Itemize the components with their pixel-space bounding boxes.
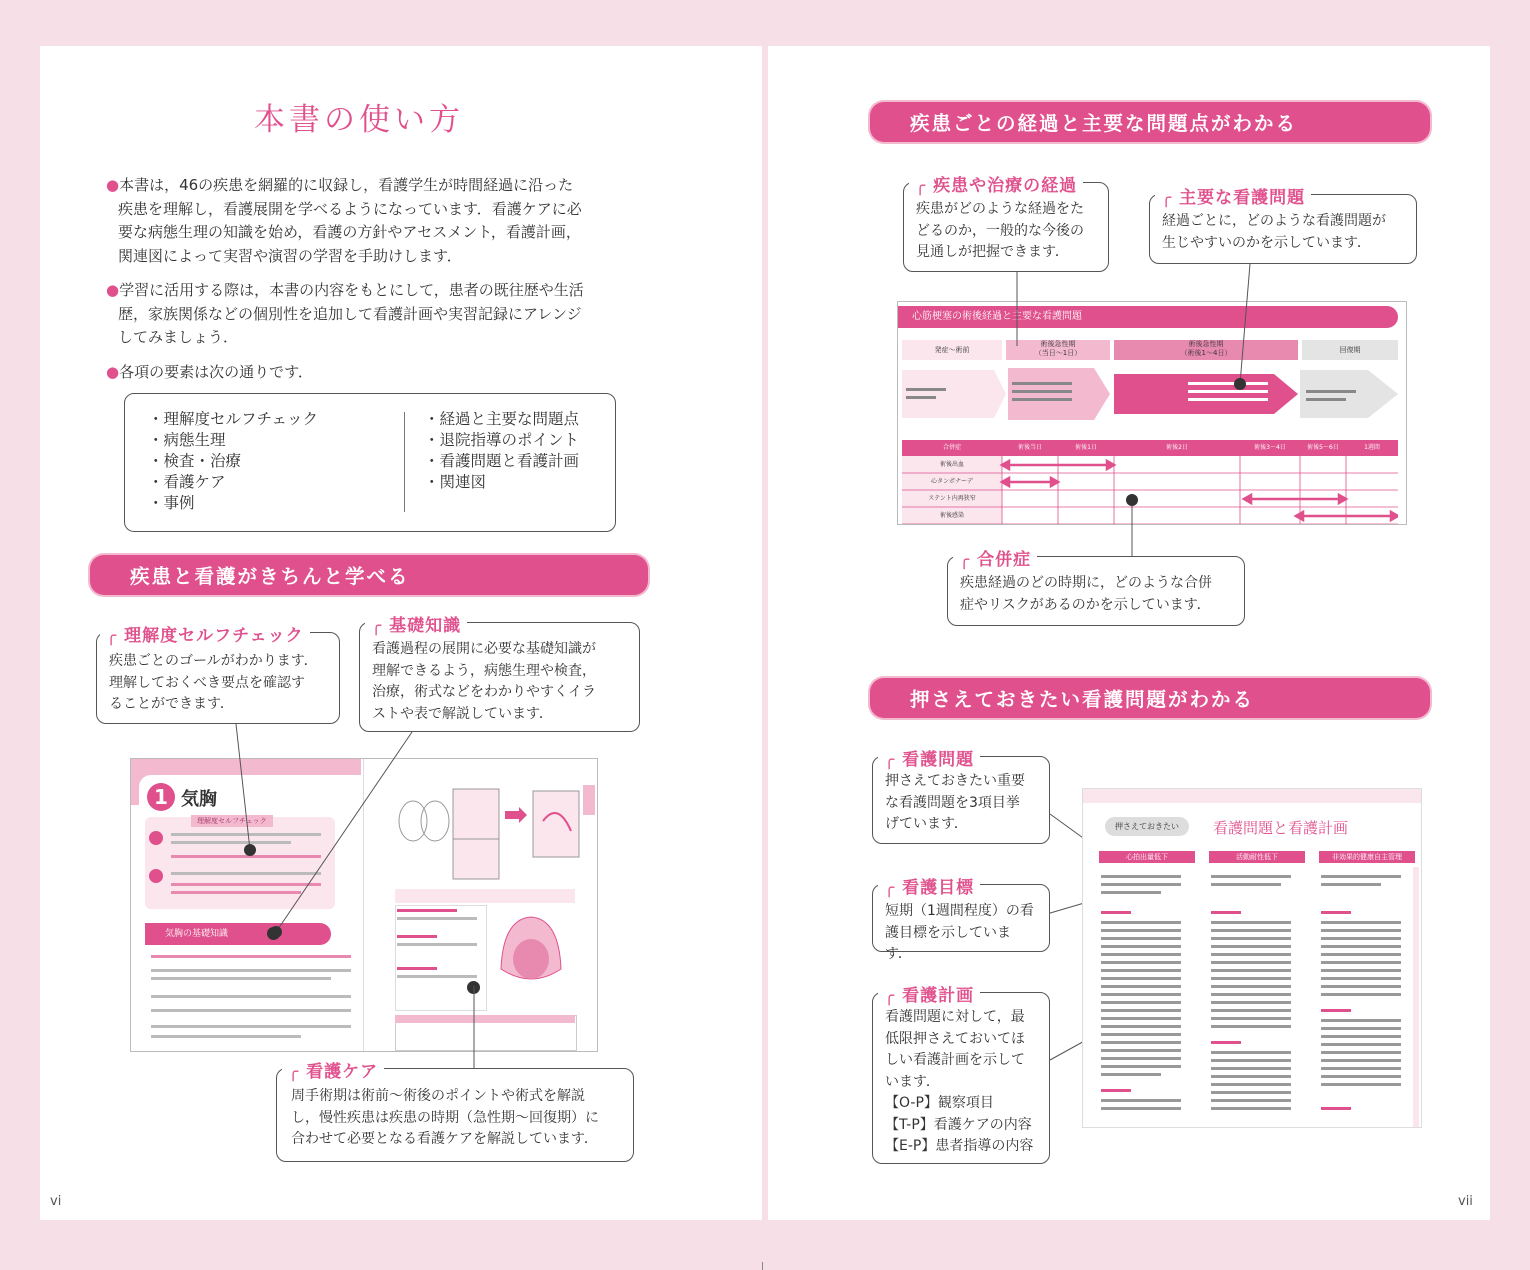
list-item: ・関連図 — [424, 473, 487, 491]
callout-title-basics: ╭ 基礎知識 — [365, 611, 467, 636]
callout-self-check: 疾患ごとのゴールがわかります． 理解しておくべき要点を確認す ることができます． — [96, 632, 340, 724]
callout-title-complications: ╭ 合併症 — [953, 545, 1037, 570]
callout-title-course: ╭ 疾患や治療の経過 — [909, 171, 1083, 196]
section-heading-learn: 疾患と看護がきちんと学べる — [90, 555, 648, 595]
list-item: ・退院指導のポイント — [424, 431, 580, 449]
callout-complications: 疾患経過のどの時期に，どのような合併 症やリスクがあるのかを示しています． — [947, 556, 1245, 626]
complication-table: 合併症 術後当日 術後1日 術後2日 術後3〜4日 術後5〜6日 1週間 術後出血 心タンポナーデ ステント内再狭窄 術後感染 — [902, 440, 1398, 524]
left-connector-lines — [0, 0, 760, 1270]
phase-label: 術後急性期 （術後1〜4日） — [1114, 340, 1298, 360]
paragraph-3: ●各項の要素は次の通りです． — [106, 362, 313, 381]
plan-thumbnail — [1082, 788, 1422, 1128]
phase-label: 発症〜術前 — [902, 340, 1002, 360]
callout-title-nursing-plan: ╭ 看護計画 — [878, 981, 980, 1006]
callout-nursing-goal: 短期（1週間程度）の看 護目標を示しています． — [872, 884, 1050, 952]
callout-basics: 看護過程の展開に必要な基礎知識が 理解できるよう，病態生理や検査， 治療，術式などをわかりやすくイラ ストや表で解説しています． — [359, 622, 640, 732]
section-heading-course: 疾患ごとの経過と主要な問題点がわかる — [870, 102, 1430, 142]
paragraph-1: ●本書は，46の疾患を網羅的に収録し，看護学生が時間経過に沿った 疾患を理解し，看護展開を学べるようになっています．看護ケアに必 要な病態生理の知識を始め，看護の方針やアセスメント，看護計画， 関連図によって実習や演習の学習を手助けします． — [106, 176, 582, 265]
list-item: ・病態生理 — [148, 431, 226, 449]
paragraph-2: ●学習に活用する際は，本書の内容をもとにして，患者の既往歴や生活 歴，家族関係などの個別性を追加して看護計画や実習記録にアレンジ してみましょう． — [106, 281, 584, 346]
page-number-right: vii — [1458, 1194, 1473, 1209]
section-heading-problems: 押さえておきたい看護問題がわかる — [870, 678, 1430, 718]
list-item: ・看護ケア — [148, 473, 226, 491]
plan-heading: 看護問題と看護計画 — [1213, 819, 1349, 837]
chapter-title: 気胸 — [181, 789, 217, 810]
list-item: ・検査・治療 — [148, 452, 242, 470]
callout-title-self-check: ╭ 理解度セルフチェック — [100, 621, 310, 646]
callout-nursing-plan: 看護問題に対して，最 低限押さえておいてほ しい看護計画を示して います． 【O-P】観察項目 【T-P】看護ケアの内容 【E-P】患者指導の内容 — [872, 992, 1050, 1164]
phase-label: 術後急性期 （当日〜1日） — [1006, 340, 1110, 360]
list-item: ・看護問題と看護計画 — [424, 452, 580, 470]
plan-column-header: 非効果的健康自主管理 — [1319, 851, 1415, 863]
chapter-number-badge: 1 — [147, 783, 175, 811]
callout-title-nursing-problem: ╭ 看護問題 — [878, 745, 980, 770]
page-title: 本書の使い方 — [254, 102, 464, 138]
plan-column-header: 心拍出量低下 — [1099, 851, 1195, 863]
plan-text-lines — [1083, 867, 1421, 1127]
callout-problems: 経過ごとに，どのような看護問題が 生じやすいのかを示しています． — [1149, 194, 1417, 264]
callout-title-problems: ╭ 主要な看護問題 — [1155, 183, 1311, 208]
phase-label: 回復期 — [1302, 340, 1398, 360]
list-item: ・経過と主要な問題点 — [424, 410, 580, 428]
thumb-basics-label: 気胸の基礎知識 — [145, 923, 331, 945]
plan-column-header: 活動耐性低下 — [1209, 851, 1305, 863]
callout-course: 疾患がどのような経過をた どるのか，一般的な今後の 見通しが把握できます． — [903, 182, 1109, 272]
chart-title: 心筋梗塞の術後経過と主要な看護問題 — [898, 306, 1398, 328]
list-item: ・理解度セルフチェック — [148, 410, 319, 428]
list-item: ・事例 — [148, 494, 195, 512]
callout-title-care: ╭ 看護ケア — [282, 1057, 384, 1082]
callout-nursing-problem: 押さえておきたい重要 な看護問題を3項目挙 げています． — [872, 756, 1050, 844]
callout-title-nursing-goal: ╭ 看護目標 — [878, 873, 980, 898]
page-number-left: vi — [50, 1194, 62, 1209]
thumb-self-check-label: 理解度セルフチェック — [191, 815, 273, 827]
gutter-mark — [762, 1262, 763, 1270]
callout-care: 周手術期は術前〜術後のポイントや術式を解説 し，慢性疾患は疾患の時期（急性期〜回復期）に 合わせて必要となる看護ケアを解説しています． — [276, 1068, 634, 1162]
plan-tag: 押さえておきたい — [1105, 817, 1189, 836]
